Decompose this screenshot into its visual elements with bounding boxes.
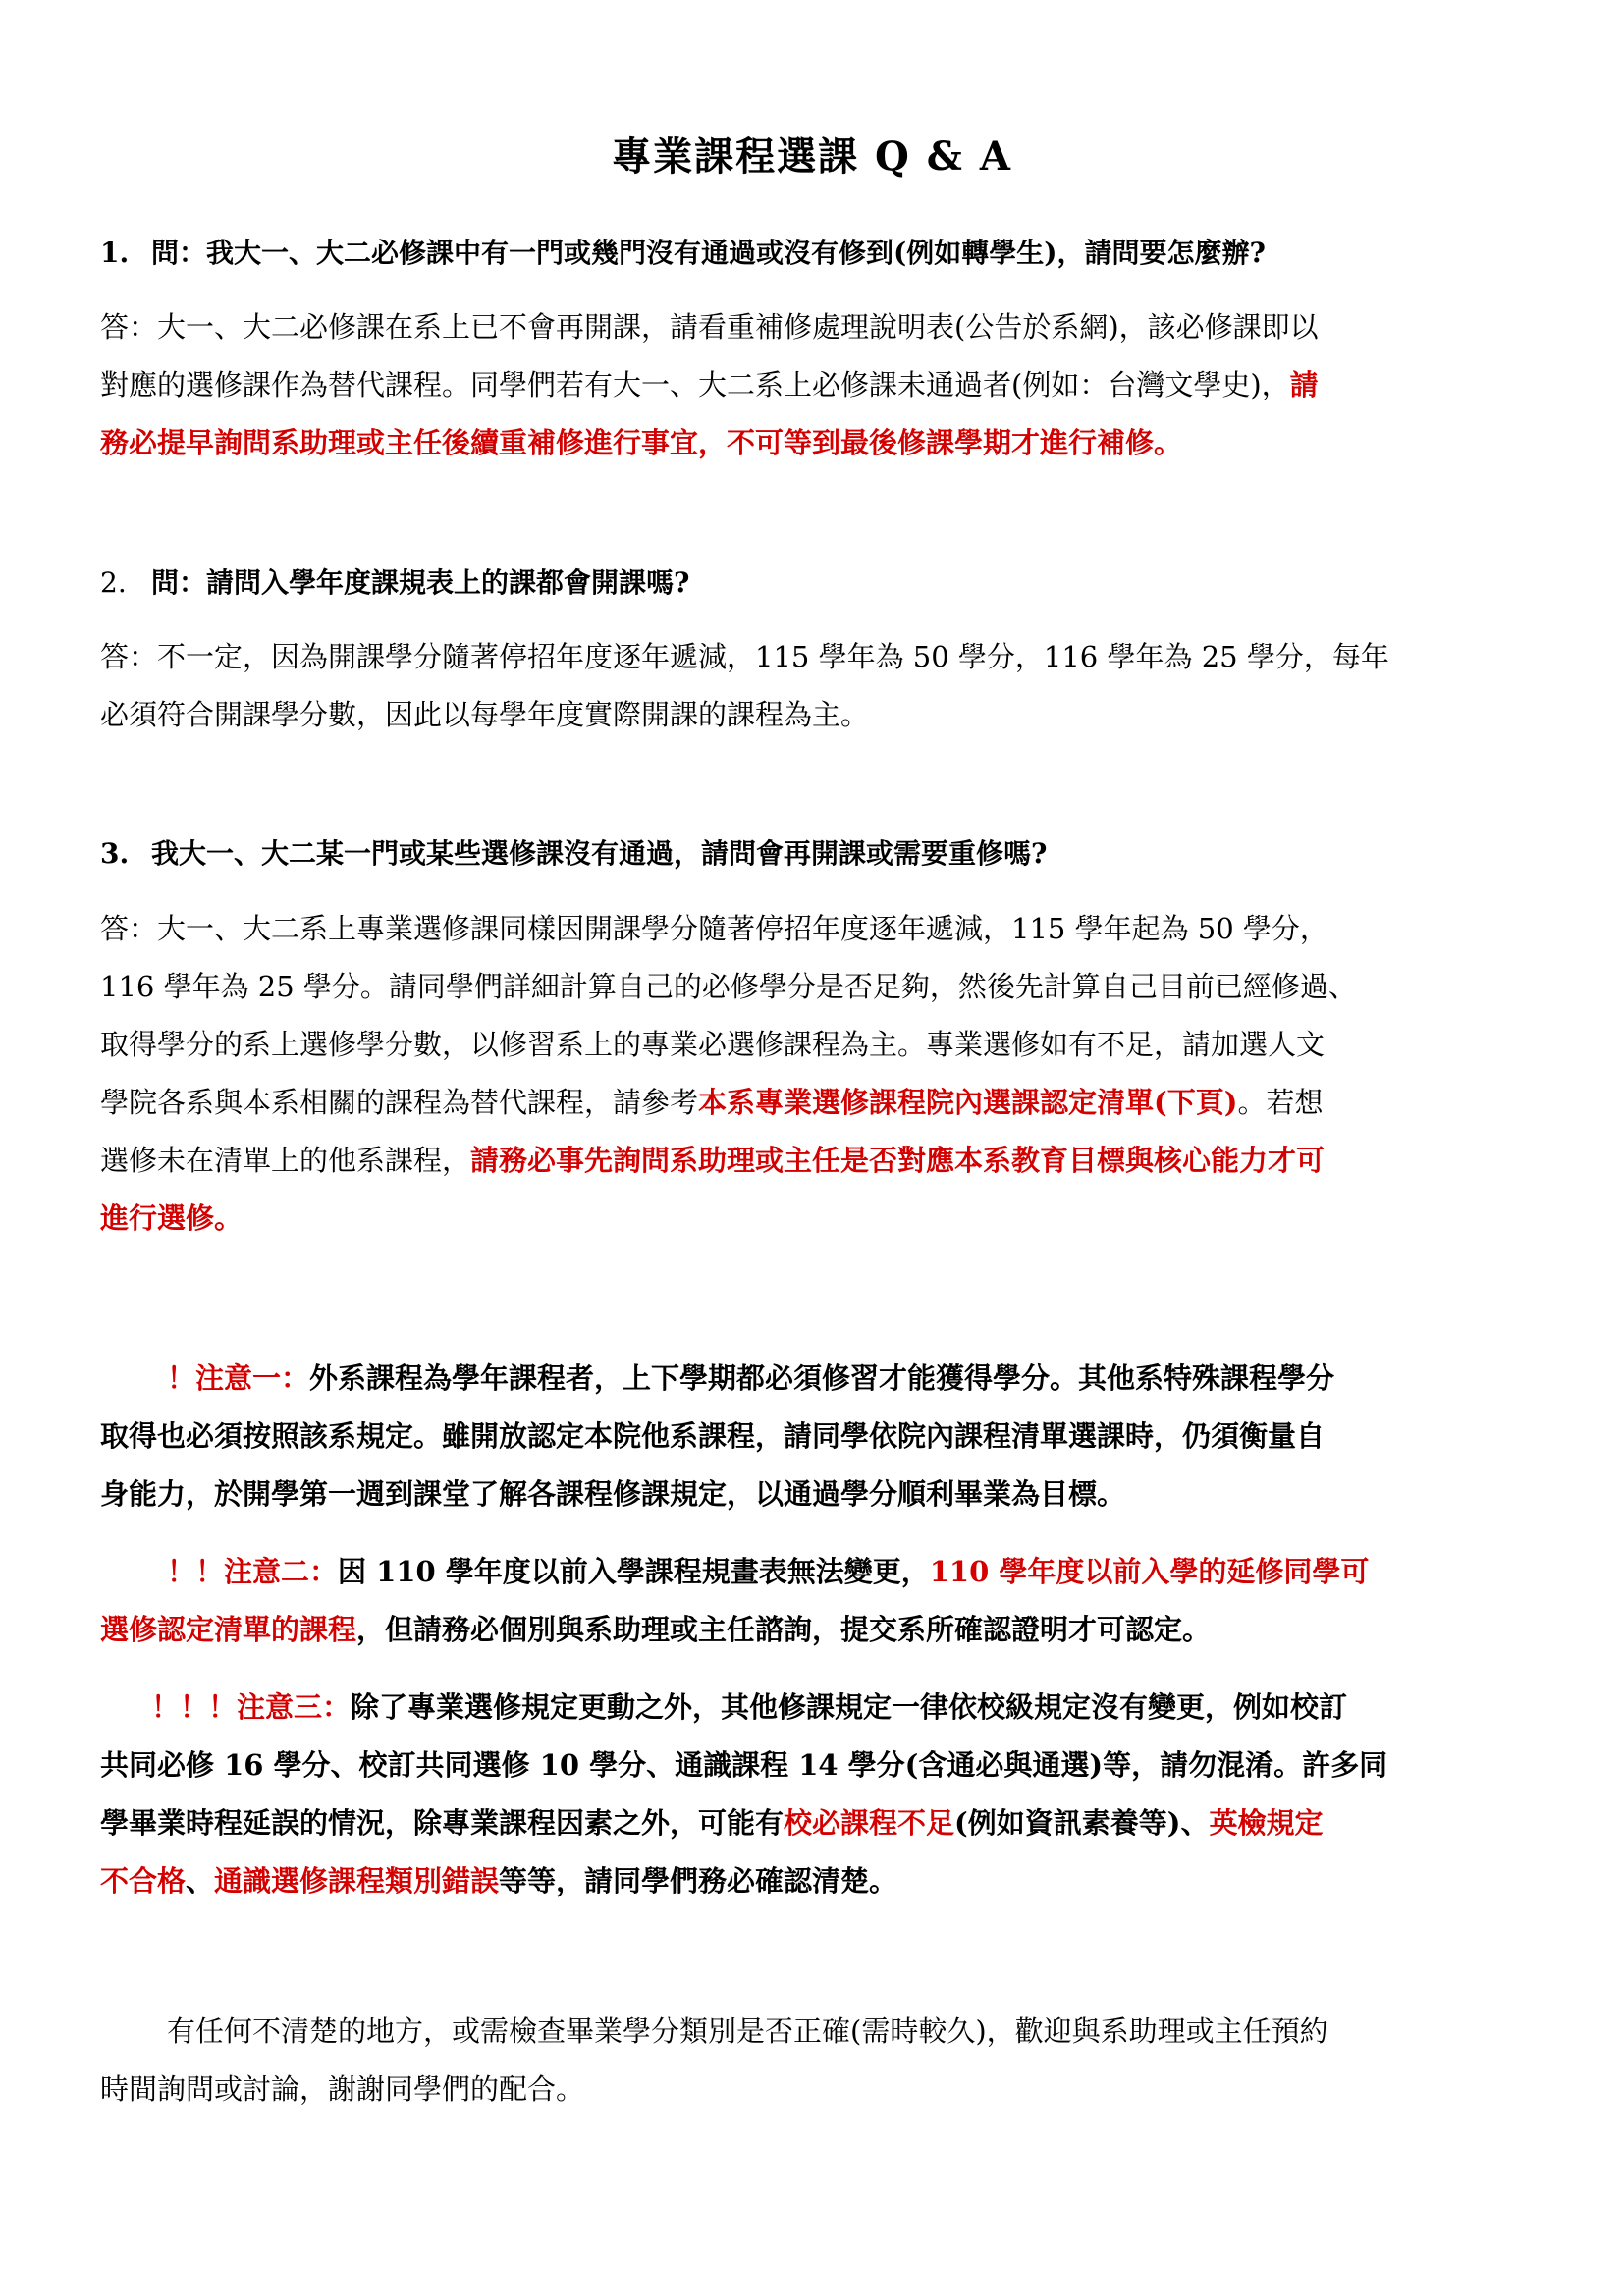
emphasis-text: 不合格 bbox=[100, 1864, 187, 1897]
emphasis-text: 本系專業選修課程院內選課認定清單(下頁) bbox=[698, 1086, 1238, 1119]
answer-line bbox=[100, 1132, 1534, 1190]
note-label: ！注意一： bbox=[167, 1362, 310, 1395]
question-text: 問：我大一、大二必修課中有一門或幾門沒有通過或沒有修到(例如轉學生)，請問要怎麼辦? bbox=[151, 237, 1266, 269]
emphasis-text: 通識選修課程類別錯誤 bbox=[214, 1864, 500, 1897]
note-text: 除了專業選修規定更動之外，其他修課規定一律依校級規定沒有變更，例如校訂 bbox=[351, 1690, 1348, 1724]
note-text: 外系課程為學年課程者，上下學期都必須修習才能獲得學分。其他系特殊課程學分 bbox=[309, 1362, 1335, 1395]
note-line bbox=[100, 1543, 1534, 1601]
note-text: 因 110 學年度以前入學課程規畫表無法變更， bbox=[338, 1555, 930, 1588]
page-title: 專業課程選課 Q & A bbox=[612, 133, 1012, 180]
note-line: 取得也必須按照該系規定。雖開放認定本院他系課程，請同學依院內課程清單選課時，仍須衡量自 bbox=[100, 1419, 1326, 1453]
answer-2 bbox=[100, 628, 1534, 744]
emphasis-text: 110 學年度以前入學的延修同學可 bbox=[929, 1555, 1370, 1588]
question-text: 問：請問入學年度課規表上的課都會開課嗎? bbox=[151, 566, 690, 599]
answer-3 bbox=[100, 900, 1534, 1248]
emphasis-text: 英檢規定 bbox=[1209, 1806, 1324, 1840]
answer-line: 必須符合開課學分數，因此以每學年度實際開課的課程為主。 bbox=[100, 698, 870, 731]
emphasis-line: 務必提早詢問系助理或主任後續重補修進行事宜，不可等到最後修課學期才進行補修。 bbox=[100, 426, 1183, 459]
question-text: 我大一、大二某一門或某些選修課沒有通過，請問會再開課或需要重修嗎? bbox=[151, 837, 1048, 870]
answer-line bbox=[100, 356, 1534, 414]
emphasis-text: 校必課程不足 bbox=[784, 1806, 955, 1840]
note-text: ，但請務必個別與系助理或主任諮詢，提交系所確認證明才可認定。 bbox=[356, 1613, 1212, 1646]
closing-line: 時間詢問或討論，謝謝同學們的配合。 bbox=[100, 2072, 585, 2106]
closing-line: 有任何不清楚的地方，或需檢查畢業學分類別是否正確(需時較久)，歡迎與系助理或主任預約 bbox=[167, 2014, 1328, 2048]
closing-paragraph bbox=[100, 2002, 1534, 2118]
note-text: 學畢業時程延誤的情況，除專業課程因素之外，可能有 bbox=[100, 1806, 785, 1840]
answer-text: 對應的選修課作為替代課程。同學們若有大一、大二系上必修課未通過者(例如：台灣文學史)， bbox=[100, 368, 1290, 401]
note-line bbox=[100, 1601, 1534, 1659]
note-1 bbox=[100, 1350, 1534, 1523]
note-line bbox=[100, 1852, 1534, 1910]
answer-line: 116 學年為 25 學分。請同學們詳細計算自己的必修學分是否足夠，然後先計算自己目前已經修過、 bbox=[100, 970, 1357, 1003]
question-number: 2. bbox=[100, 566, 127, 599]
emphasis-text: 請務必事先詢問系助理或主任是否對應本系教育目標與核心能力才可 bbox=[470, 1144, 1326, 1177]
note-label: ！！！注意三： bbox=[151, 1690, 352, 1724]
answer-line: 取得學分的系上選修學分數，以修習系上的專業必選修課程為主。專業選修如有不足，請加選人文 bbox=[100, 1028, 1326, 1061]
note-2 bbox=[100, 1543, 1534, 1659]
note-text: 等等，請同學們務必確認清楚。 bbox=[499, 1864, 898, 1897]
note-text: 、 bbox=[186, 1864, 215, 1897]
question-number: 1. bbox=[100, 237, 130, 269]
note-line: 共同必修 16 學分、校訂共同選修 10 學分、通識課程 14 學分(含通必與通選)等，請勿混淆。許多同 bbox=[100, 1748, 1388, 1782]
emphasis-text: 選修認定清單的課程 bbox=[100, 1613, 357, 1646]
answer-line: 答：大一、大二必修課在系上已不會再開課，請看重補修處理說明表(公告於系網)，該必修課即以 bbox=[100, 310, 1319, 344]
question-3 bbox=[100, 832, 1534, 872]
question-1 bbox=[100, 232, 1534, 271]
note-3 bbox=[100, 1679, 1534, 1910]
question-number: 3. bbox=[100, 837, 130, 870]
note-line bbox=[100, 1794, 1534, 1852]
note-line bbox=[100, 1679, 1534, 1736]
note-text: (例如資訊素養等)、 bbox=[954, 1806, 1210, 1840]
answer-text: 選修未在清單上的他系課程， bbox=[100, 1144, 471, 1177]
answer-line: 答：不一定，因為開課學分隨著停招年度逐年遞減，115 學年為 50 學分，116 學年為 25 學分，每年 bbox=[100, 640, 1389, 673]
emphasis-line: 進行選修。 bbox=[100, 1201, 244, 1235]
note-line bbox=[100, 1350, 1534, 1408]
emphasis-text: 請 bbox=[1289, 368, 1319, 401]
question-2 bbox=[100, 561, 1534, 601]
note-label: ！！注意二： bbox=[167, 1555, 339, 1588]
answer-text: 。若想 bbox=[1237, 1086, 1324, 1119]
answer-line bbox=[100, 1074, 1534, 1132]
note-line: 身能力，於開學第一週到課堂了解各課程修課規定，以通過學分順利畢業為目標。 bbox=[100, 1477, 1126, 1511]
answer-line: 答：大一、大二系上專業選修課同樣因開課學分隨著停招年度逐年遞減，115 學年起為 50 學分， bbox=[100, 912, 1328, 945]
answer-1 bbox=[100, 298, 1534, 472]
answer-text: 學院各系與本系相關的課程為替代課程，請參考 bbox=[100, 1086, 699, 1119]
